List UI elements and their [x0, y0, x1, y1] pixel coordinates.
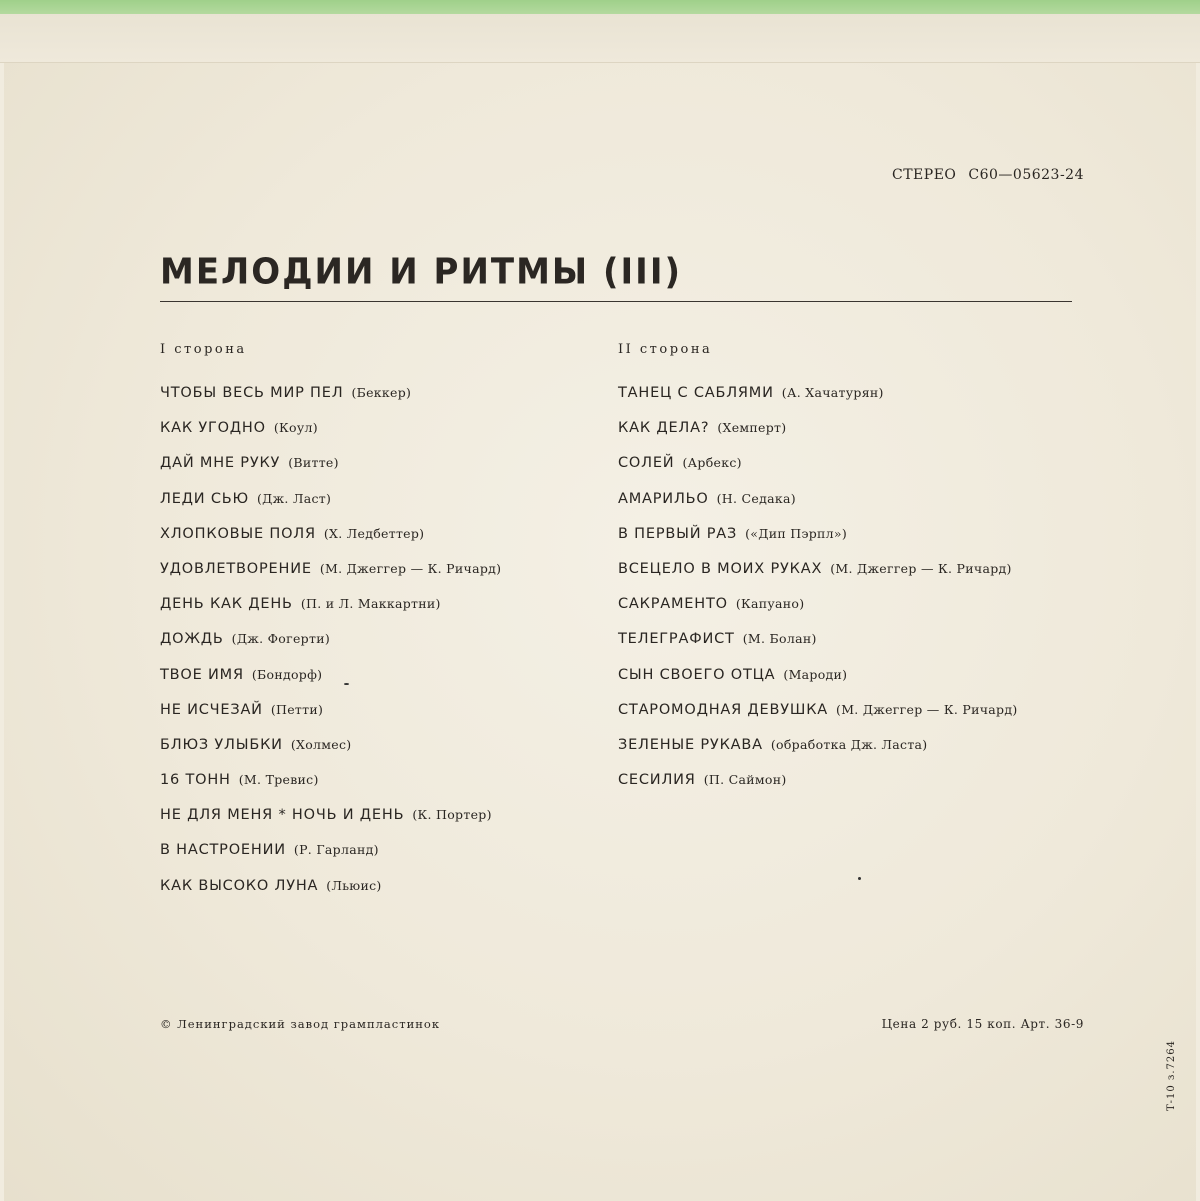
track-author: (Витте) [288, 455, 339, 471]
track-title: ХЛОПКОВЫЕ ПОЛЯ [160, 525, 316, 542]
track-author: (Льюис) [326, 877, 382, 893]
side-one-heading: I сторона [160, 342, 247, 357]
track-author: (М. Тревис) [238, 772, 319, 788]
track-author: (К. Портер) [412, 807, 492, 823]
track-item [160, 628, 501, 663]
track-item [160, 417, 501, 452]
track-title: НЕ ДЛЯ МЕНЯ * НОЧЬ И ДЕНЬ [160, 807, 405, 824]
price-line: Цена 2 руб. 15 коп. Арт. 36-9 [881, 1017, 1084, 1031]
track-author: (обработка Дж. Ласта) [770, 736, 928, 752]
track-title: ТВОЕ ИМЯ [160, 666, 244, 683]
track-author: (Дж. Ласт) [256, 490, 332, 506]
track-author: (Р. Гарланд) [293, 842, 379, 858]
track-item [160, 839, 501, 874]
track-title: ТЕЛЕГРАФИСТ [618, 631, 735, 648]
catalog-code: С60—05623-24 [968, 167, 1084, 183]
album-title: МЕЛОДИИ И РИТМЫ (III) [160, 251, 683, 293]
track-author: (М. Джеггер — К. Ричард) [836, 701, 1018, 717]
track-author: (М. Болан) [742, 631, 817, 647]
track-author: (Капуано) [735, 596, 805, 612]
track-author: (Холмес) [290, 736, 352, 752]
track-title: ЗЕЛЕНЫЕ РУКАВА [618, 736, 763, 753]
copyright-line: © Ленинградский завод грампластинок [160, 1017, 441, 1031]
track-item [160, 734, 501, 769]
track-title: ВСЕЦЕЛО В МОИХ РУКАХ [618, 560, 823, 577]
side-two-heading: II сторона [618, 342, 713, 357]
track-item [160, 804, 501, 839]
track-author: (Дж. Фогерти) [231, 631, 330, 647]
track-title: В ПЕРВЫЙ РАЗ [618, 525, 738, 542]
track-title: ДАЙ МНЕ РУКУ [160, 455, 281, 472]
track-item [618, 734, 1018, 769]
side-one-tracklist [160, 382, 501, 910]
track-item [160, 664, 501, 699]
track-item [618, 382, 1018, 417]
track-title: ДЕНЬ КАК ДЕНЬ [160, 596, 293, 613]
track-title: СОЛЕЙ [618, 455, 675, 472]
track-item [160, 769, 501, 804]
track-item [618, 664, 1018, 699]
track-item [160, 382, 501, 417]
track-title: СЫН СВОЕГО ОТЦА [618, 666, 776, 683]
track-title: ЧТОБЫ ВЕСЬ МИР ПЕЛ [160, 385, 344, 401]
track-title: 16 ТОНН [160, 772, 231, 789]
track-author: («Дип Пэрпл») [745, 525, 848, 541]
track-item [160, 523, 501, 558]
track-author: (П. и Л. Маккартни) [300, 596, 441, 612]
track-item [618, 699, 1018, 734]
track-author: (М. Джеггер — К. Ричард) [830, 560, 1012, 576]
track-author: (М. Джеггер — К. Ричард) [319, 560, 502, 576]
track-item [618, 452, 1018, 487]
track-item [618, 523, 1018, 558]
track-author: (Петти) [270, 701, 324, 717]
track-item [160, 593, 501, 628]
title-divider [160, 301, 1072, 302]
track-title: БЛЮЗ УЛЫБКИ [160, 736, 283, 753]
track-title: ЛЕДИ СЬЮ [160, 490, 249, 507]
track-title: НЕ ИСЧЕЗАЙ [160, 701, 263, 718]
track-title: КАК ДЕЛА? [618, 420, 710, 437]
track-author: (А. Хачатурян) [781, 385, 884, 400]
track-title: КАК ВЫСОКО ЛУНА [160, 877, 319, 894]
track-author: (Коул) [273, 420, 318, 436]
track-item [160, 699, 501, 734]
ink-speck [858, 877, 861, 880]
track-author: (Беккер) [351, 385, 412, 400]
track-title: САКРАМЕНТО [618, 596, 728, 613]
track-title: ДОЖДЬ [160, 631, 224, 648]
track-item [618, 488, 1018, 523]
track-item [618, 558, 1018, 593]
track-item [618, 417, 1018, 452]
track-title: СЕСИЛИЯ [618, 772, 696, 789]
track-item [160, 488, 501, 523]
track-author: (Мароди) [783, 666, 848, 682]
track-title: ТАНЕЦ С САБЛЯМИ [618, 385, 774, 401]
track-item [618, 593, 1018, 628]
ink-speck [344, 683, 349, 685]
stereo-label: СТЕРЕО [892, 167, 957, 183]
track-item [160, 558, 501, 593]
track-title: КАК УГОДНО [160, 420, 266, 437]
print-code: Т-10 з.7264 [1166, 1040, 1177, 1112]
track-title: УДОВЛЕТВОРЕНИЕ [160, 560, 312, 577]
catalog-number [892, 167, 1084, 183]
track-item [618, 769, 1018, 804]
top-flap [0, 14, 1200, 63]
side-two-tracklist [618, 382, 1018, 804]
track-author: (Арбекс) [682, 455, 742, 471]
track-title: АМАРИЛЬО [618, 490, 709, 507]
track-item [618, 628, 1018, 663]
track-author: (П. Саймон) [703, 772, 787, 788]
track-author: (Бондорф) [251, 666, 323, 682]
track-item [160, 875, 501, 910]
track-title: В НАСТРОЕНИИ [160, 842, 286, 859]
track-author: (Хемперт) [717, 420, 787, 436]
track-author: (Х. Ледбеттер) [323, 525, 425, 541]
track-author: (Н. Седака) [716, 490, 796, 506]
track-title: СТАРОМОДНАЯ ДЕВУШКА [618, 701, 829, 718]
track-item [160, 452, 501, 487]
